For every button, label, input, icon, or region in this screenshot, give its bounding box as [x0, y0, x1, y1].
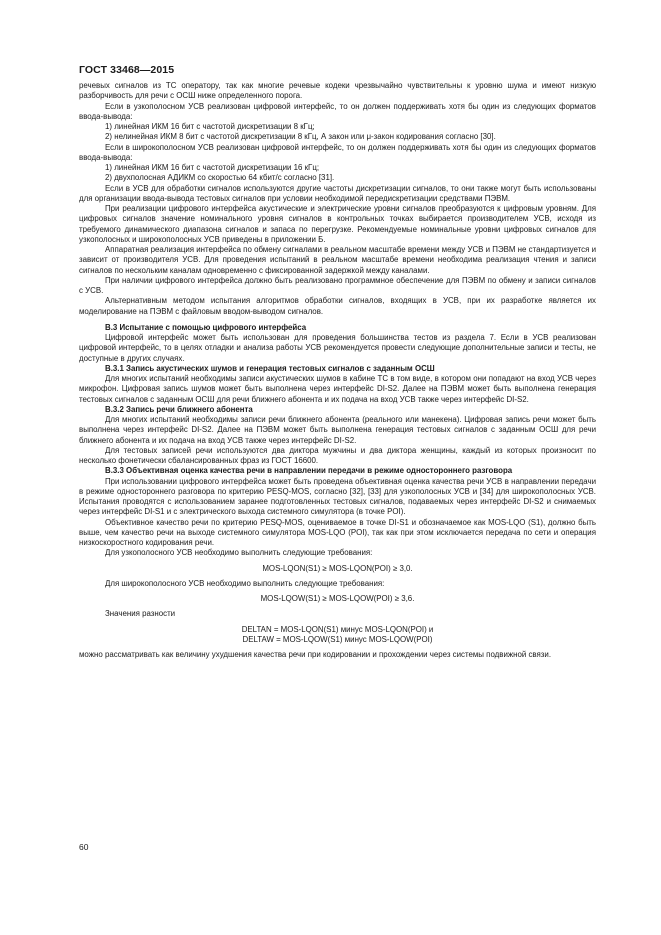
formula-delta-w: DELTAW = MOS-LQOW(S1) минус MOS-LQOW(POI)	[242, 634, 433, 644]
list-item: 2) нелинейная ИКМ 8 бит с частотой дискретизации 8 кГц, А закон или μ-закон кодирования согласно [30].	[105, 132, 496, 142]
paragraph: При наличии цифрового интерфейса должно быть реализовано программное обеспечение для ПЭВМ по обмену и записи сигналов с УСВ.	[79, 275, 596, 295]
paragraph: При использовании цифрового интерфейса может быть проведена объективная оценка качества речи УСВ в направлении передачи в режиме одностороннего разговора по критерию PESQ-MOS, согласно [32], [33] для узкополосных УСВ и [34] для широкополосных УСВ. Испытания проводятся с использованием заранее подготовленных тестовых сигналов, подаваемых через интерфейс DI-S2 и снимаемых через интерфейс DI-S1 и с электрического выхода системного симулятора (в точке POI).	[79, 476, 596, 517]
paragraph: речевых сигналов из ТС оператору, так как многие речевые кодеки чрезвычайно чувствительны к уровню шума и имеют низкую разборчивость для речи с ОСШ ниже определенного порога.	[79, 81, 596, 101]
paragraph: Для тестовых записей речи используются два диктора мужчины и два диктора женщины, каждый из которых произносит по несколько фонетически сбалансированных фраз из ГОСТ 16600.	[79, 445, 596, 465]
paragraph: Цифровой интерфейс может быть использован для проведения большинства тестов из раздела 7. Если в УСВ реализован цифровой интерфейс, то в целях отладки и анализа работы УСВ рекомендуется провести следующие дополнительные записи и тесты, не доступные в других случаях.	[79, 333, 596, 363]
subsection-heading-b32: В.3.2 Запись речи ближнего абонента	[105, 404, 253, 414]
paragraph: Если в узкополосном УСВ реализован цифровой интерфейс, то он должен поддерживать хотя бы один из следующих форматов ввода-вывода:	[79, 101, 596, 121]
paragraph: Если в широкополосном УСВ реализован цифровой интерфейс, то он должен поддерживать хотя бы один из следующих форматов ввода-вывода:	[79, 142, 596, 162]
paragraph: можно рассматривать как величину ухудшения качества речи при кодировании и прохождении через системы подвижной связи.	[79, 650, 552, 659]
document-header: ГОСТ 33468—2015	[79, 64, 175, 76]
paragraph: Для узкополосного УСВ необходимо выполнить следующие требования:	[105, 548, 373, 558]
paragraph: Для многих испытаний необходимы записи речи ближнего абонента (реального или манекена). Цифровая запись речи может быть выполнена через интерфейс DI-S2. Далее на ПЭВМ может быть выполнена генерация тестовых сигналов с заданным ОСШ для речи ближнего абонента и их подача на вход УСВ также через интерфейс DI-S2.	[79, 415, 596, 445]
section-heading-b3: В.3 Испытание с помощью цифрового интерфейса	[105, 322, 307, 332]
paragraph: При реализации цифрового интерфейса акустические и электрические уровни сигналов преобразуются к цифровым уровням. Для цифровых сигналов значение номинального уровня сигналов в контрольных точках выбирается производителем УСВ, исходя из требуемого динамического диапазона сигналов и запаса по перегрузке. Рекомендуемые номинальные уровни цифровых сигналов для узкополосных и широкополосных УСВ приведены в приложении Б.	[79, 204, 596, 244]
formula-wideband: MOS-LQOW(S1) ≥ MOS-LQOW(POI) ≥ 3,6.	[260, 594, 415, 603]
paragraph: Альтернативным методом испытания алгоритмов обработки сигналов, входящих в УСВ, при их разработке является их моделирование на ПЭВМ с файловым вводом-выводом сигналов.	[79, 296, 596, 316]
paragraph: Для многих испытаний необходимы записи акустических шумов в кабине ТС в том виде, в котором они попадают на вход УСВ через микрофон. Цифровая запись шумов может быть выполнена через интерфейс DI-S2. Далее на ПЭВМ может быть выполнена генерация тестовых сигналов с заданным ОСШ для речи ближнего абонента и их подача на вход УСВ также через интерфейс DI-S2.	[79, 374, 596, 404]
paragraph: Аппаратная реализация интерфейса по обмену сигналами в реальном масштабе времени между УСВ и ПЭВМ не стандартизуется и зависит от производителя УСВ. Для проведения испытаний в реальном масштабе времени необходима реализация чтения и записи сигналов по нескольким каналам одновременно с фиксированной задержкой между каналами.	[79, 245, 596, 275]
paragraph: Объективное качество речи по критерию PESQ-MOS, оцениваемое в точке DI-S1 и обозначаемое как MOS-LQO (S1), должно быть выше, чем качество речи на выходе системного симулятора MOS-LQO (POI), так как при этом исключается передача по сети и операция низкоскоростного кодирования речи.	[79, 517, 596, 547]
paragraph: Для широкополосного УСВ необходимо выполнить следующие требования:	[105, 578, 385, 588]
list-item: 1) линейная ИКМ 16 бит с частотой дискретизации 16 кГц;	[105, 163, 320, 172]
formula-delta	[79, 625, 596, 646]
subsection-heading-b33: В.3.3 Объективная оценка качества речи в направлении передачи в режиме одностороннего разговора	[105, 466, 513, 476]
paragraph: Значения разности	[105, 609, 176, 619]
document-body	[79, 81, 596, 660]
subsection-heading-b31: В.3.1 Запись акустических шумов и генерация тестовых сигналов с заданным ОСШ	[105, 363, 435, 373]
page-number: 60	[79, 842, 89, 852]
formula-delta-n: DELTAN = MOS-LQON(S1) минус MOS-LQON(POI) и	[241, 624, 434, 634]
list-item: 1) линейная ИКМ 16 бит с частотой дискретизации 8 кГц;	[105, 122, 315, 131]
list-item: 2) двухполосная АДИКМ со скоростью 64 кбит/с согласно [31].	[105, 173, 335, 183]
paragraph: Если в УСВ для обработки сигналов используются другие частоты дискретизации сигналов, то они также могут быть использованы для организации ввода-вывода тестовых сигналов при условии необходимой передискретизации средствами ПЭВМ.	[79, 183, 596, 203]
formula-narrowband: MOS-LQON(S1) ≥ MOS-LQON(POI) ≥ 3,0.	[262, 563, 413, 573]
